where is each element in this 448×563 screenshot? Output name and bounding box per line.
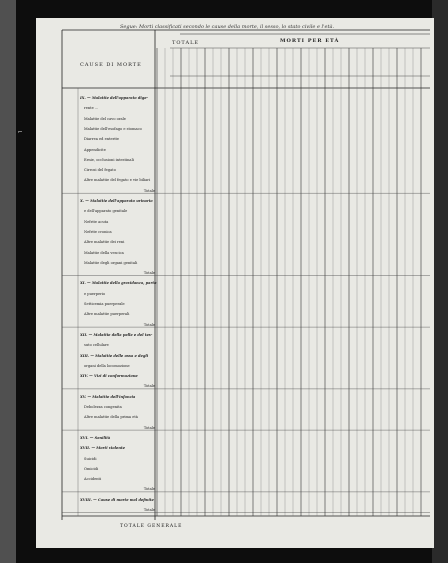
cause-row-label: Nefrite acuta [84, 219, 109, 224]
section-heading: IX. — Malattie dell'apparato dige- [80, 96, 149, 100]
cause-row-label: Malattie della vescica [84, 250, 124, 255]
ages-header: MORTI PER ETÀ [280, 38, 340, 44]
cause-row-label: Suicidi [84, 456, 97, 461]
total-row-label: Totale [143, 487, 155, 492]
cause-row-label: organi della locomozione [84, 363, 130, 368]
page-title: Segue: Morti classificati secondo le cause della morte, il sesso, lo stato civile e l'età. [120, 24, 335, 30]
section-heading: XVIII. — Cause di morte mal definite [80, 497, 154, 502]
total-row-label: Totale [143, 271, 155, 276]
causes-header: CAUSE DI MORTE [80, 62, 142, 68]
cause-row-label: Altre malattie dei reni [84, 240, 125, 245]
cause-row-label: Altre malattie della prima età [84, 415, 138, 420]
section-heading: XII. — Malattie della pelle e del tes- [80, 332, 153, 337]
cause-row-label: Appendicite [84, 147, 106, 152]
cause-row-label: suto cellulare [84, 343, 109, 348]
cause-row-label: rente ... [84, 106, 99, 111]
total-row-label: Totale [143, 188, 155, 193]
cause-row-label: e puerperio [84, 291, 106, 296]
section-heading: XIV. — Vizi di conformazione [80, 374, 138, 379]
grand-total-label: TOTALE GENERALE [120, 524, 183, 529]
total-row-label: Totale [143, 322, 155, 327]
section-heading: XVI. — Senilità [80, 435, 111, 440]
section-heading: XV. — Malattie dell'infanzia [80, 394, 136, 399]
cause-row-label: Malattie del cavo orale [84, 116, 126, 121]
cause-row-label: Ernie, occlusioni intestinali [84, 157, 134, 162]
cause-row-label: Accidenti [84, 477, 102, 482]
cause-row-label: Malattie dell'esofago e stomaco [84, 126, 142, 131]
section-heading: XVII. — Morti violente [80, 446, 125, 451]
binding-mark: ⌐ [18, 128, 23, 136]
cause-row-label: Altre malattie del fegato e vie biliari [84, 178, 151, 183]
total-row-label: Totale [143, 425, 155, 430]
cause-row-label: e dell'apparato genitale [84, 209, 128, 214]
cause-row-label: Altre malattie puerperali [84, 312, 130, 317]
section-heading: X. — Malattie dell'apparato urinario [80, 199, 153, 203]
total-row-label: Totale [143, 508, 155, 512]
cause-row-label: Cirrosi del fegato [84, 168, 116, 173]
total-row-label: Totale [143, 384, 155, 389]
cause-row-label: Diarrea ed enterite [84, 137, 120, 142]
cause-row-label: Setticemia puerperale [84, 302, 125, 306]
section-heading: XIII. — Malattie delle ossa e degli [80, 353, 149, 358]
cause-row-label: Malattie degli organi genitali [84, 260, 138, 265]
cause-row-label: Debolezza congenita [84, 405, 122, 409]
section-heading: XI. — Malattie della gravidanza, parto [80, 281, 157, 286]
cause-row-label: Omicidi [84, 466, 99, 471]
cause-row-label: Nefrite cronica [84, 229, 112, 234]
total-header: TOTALE [172, 40, 200, 46]
